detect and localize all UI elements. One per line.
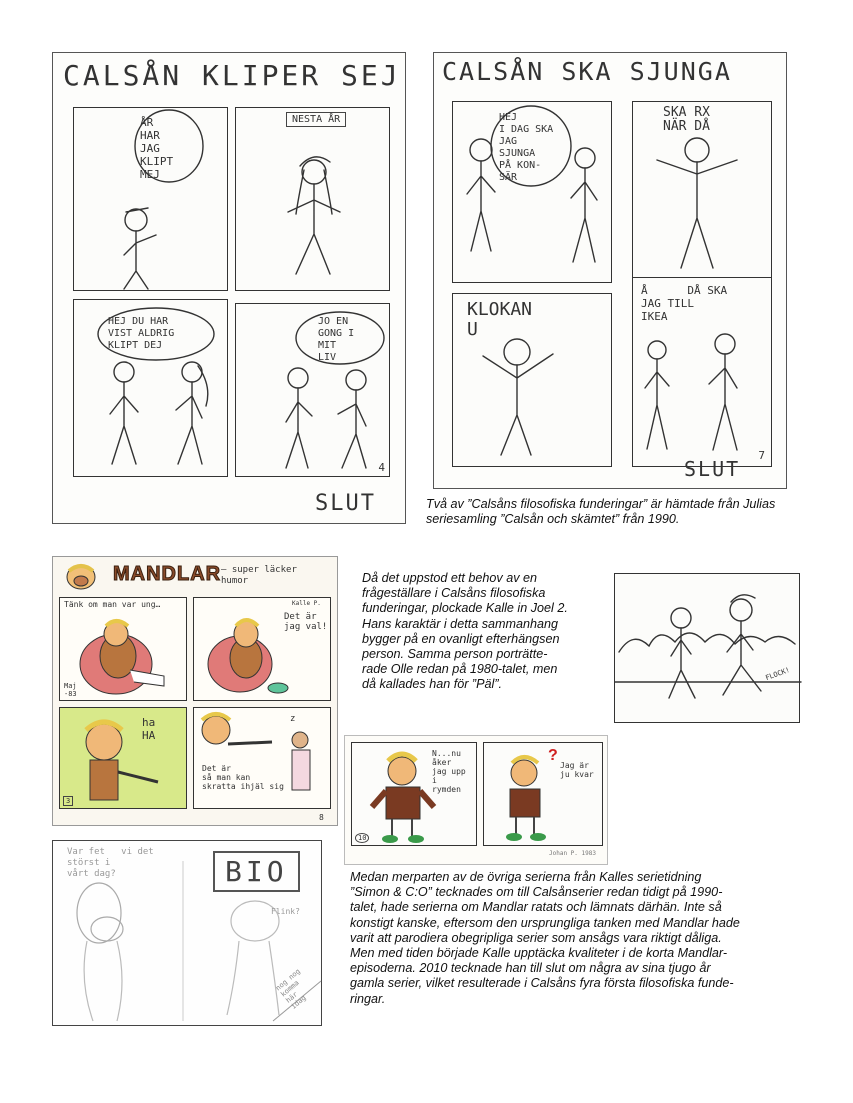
caption-line: person. Samma person porträtte- xyxy=(362,647,548,662)
date-note: Maj -83 xyxy=(64,682,77,698)
character-drawing xyxy=(74,108,229,292)
walking-figures-drawing xyxy=(615,574,801,724)
speech-text: Det är så man kan skratta ihjäl sig xyxy=(202,764,284,791)
caption-line: då kallades han för ”Päl”. xyxy=(362,677,503,692)
speech-bubble: JO EN GONG I MIT LIV xyxy=(318,316,355,363)
signature: Johan P. 1983 xyxy=(549,850,596,857)
comic-panel xyxy=(59,597,187,701)
signature-small: Kalle P. xyxy=(292,600,321,607)
speech-bubble: HEJ I DAG SKA JAG SJUNGA PÅ KON- SÄR xyxy=(499,112,554,183)
caption-line: varit att parodiera obegripliga serier som ansågs vara riktigt dåliga. xyxy=(350,930,722,945)
sketch-text: Var fet vi det störst i vårt dag? xyxy=(67,847,154,879)
speech-text: Flink? xyxy=(271,907,300,916)
comic-panel xyxy=(452,101,612,283)
comic-calsan-ska-sjunga xyxy=(433,52,787,489)
comic-panel xyxy=(193,597,331,701)
comic-panel xyxy=(235,303,390,477)
character-drawing xyxy=(633,102,773,284)
character-drawing xyxy=(236,304,391,478)
caption-line: ringar. xyxy=(350,991,386,1006)
mandlar-armchair-drawing xyxy=(194,598,332,702)
end-label: SLUT xyxy=(315,491,376,516)
caption-line: gamla serier, vilket resulterade i Calsåns fyra första filosofiska funde- xyxy=(350,976,734,991)
mandlar-drawing xyxy=(484,743,604,847)
strip-subtitle: – super läcker humor xyxy=(221,565,297,586)
small-strip xyxy=(344,735,608,865)
comic-panel xyxy=(632,277,772,467)
mandlar-strip xyxy=(52,556,338,826)
sound-effect: FLOCK! xyxy=(764,665,791,683)
mandlar-laughing-drawing xyxy=(60,708,188,810)
caption-line: rade Olle redan på 1980-talet, men xyxy=(362,662,558,677)
speech-bubble: HEJ DU HAR VIST ALDRIG KLIPT DEJ xyxy=(108,316,175,351)
question-mark: ? xyxy=(548,747,558,764)
laugh-text: ha HA xyxy=(142,716,156,742)
comic-calsan-kliper-sej xyxy=(52,52,406,524)
comic-panel xyxy=(59,707,187,809)
caption-top: Två av ”Calsåns filosofiska funderingar” är hämtade från Julias seriesamling ”Calsån och skämtet” från 1990. xyxy=(426,497,776,527)
middle-caption xyxy=(362,571,592,693)
caption-line: Då det uppstod ett behov av en xyxy=(362,571,538,585)
bottom-caption xyxy=(350,870,790,1007)
caption-line: konstigt kanske, eftersom den ursprungliga tanken med Mandlar hade xyxy=(350,915,740,930)
faint-pencil-sketch xyxy=(52,840,322,1026)
mandlar-logo: MANDLAR xyxy=(113,563,222,585)
page-number: 8 xyxy=(319,813,324,822)
speech-text: Det är jag val! xyxy=(284,612,328,632)
character-drawing xyxy=(453,294,613,468)
comic-panel xyxy=(193,707,331,809)
comic-panel xyxy=(632,101,772,283)
caption-line: talet, hade serierna om Mandlar ratats och lämnats därhän. Inte så xyxy=(350,900,722,915)
comic-title: CALSÅN SKA SJUNGA xyxy=(442,57,732,86)
speech-bubble: KLOKAN U xyxy=(467,299,533,340)
caption-line: ”Simon & C:O” tecknades om till Calsånserier redan tidigt på 1990- xyxy=(350,885,723,900)
caption-line: funderingar, plockade Kalle in Joel 2. xyxy=(362,601,568,616)
sketch-text: nog nog komma här idag xyxy=(274,967,308,1011)
speech-text: Jag är ju kvar xyxy=(560,761,594,779)
speech-bubble: ÅR HAR JAG KLIPT MEJ xyxy=(140,116,174,181)
comic-panel xyxy=(73,299,228,477)
comic-title: CALSÅN KLIPER SEJ xyxy=(63,59,401,92)
thought-text: Tänk om man var ung… xyxy=(64,600,161,609)
panel-number: 10 xyxy=(355,833,369,843)
sleep-z: z xyxy=(290,714,296,724)
mandlar-face-logo-icon xyxy=(61,563,101,593)
caption-line: Medan merparten av de övriga serierna från Kalles serietidning xyxy=(350,870,702,884)
page-number: 4 xyxy=(378,461,385,474)
character-drawing xyxy=(236,108,391,292)
speech-bubble: Å DÅ SKA JAG TILL IKEA xyxy=(641,284,728,323)
caption-box: NESTA ÅR xyxy=(286,112,346,127)
walking-sketch xyxy=(614,573,800,723)
panel-number: 3 xyxy=(63,796,73,806)
comic-panel xyxy=(73,107,228,291)
comic-panel xyxy=(351,742,477,846)
character-drawing xyxy=(633,278,773,468)
comic-panel xyxy=(483,742,603,846)
caption-line: bygger på en ovanligt efterhängsen xyxy=(362,631,560,646)
comic-panel xyxy=(452,293,612,467)
character-drawing xyxy=(453,102,613,284)
comic-panel xyxy=(235,107,390,291)
caption-line: episoderna. 2010 tecknade han till slut om några av sina tjugo år xyxy=(350,961,711,976)
bio-sign: BIO xyxy=(213,851,300,892)
end-label: SLUT xyxy=(684,457,741,481)
mandlar-armchair-drawing xyxy=(60,598,188,702)
caption-line: Hans karaktär i detta sammanhang xyxy=(362,616,559,631)
mandlar-drawing xyxy=(352,743,478,847)
page-number: 7 xyxy=(758,449,765,462)
character-drawing xyxy=(74,300,229,478)
speech-bubble: SKA RX NÄR DÅ xyxy=(663,105,710,134)
mandlar-pointing-drawing xyxy=(194,708,332,810)
speech-text: N...nu åker jag upp i rymden xyxy=(432,749,466,794)
caption-line: Men med tiden började Kalle upptäcka kvaliteter i de korta Mandlar- xyxy=(350,946,728,961)
caption-line: frågeställare i Calsåns filosofiska xyxy=(362,586,546,601)
